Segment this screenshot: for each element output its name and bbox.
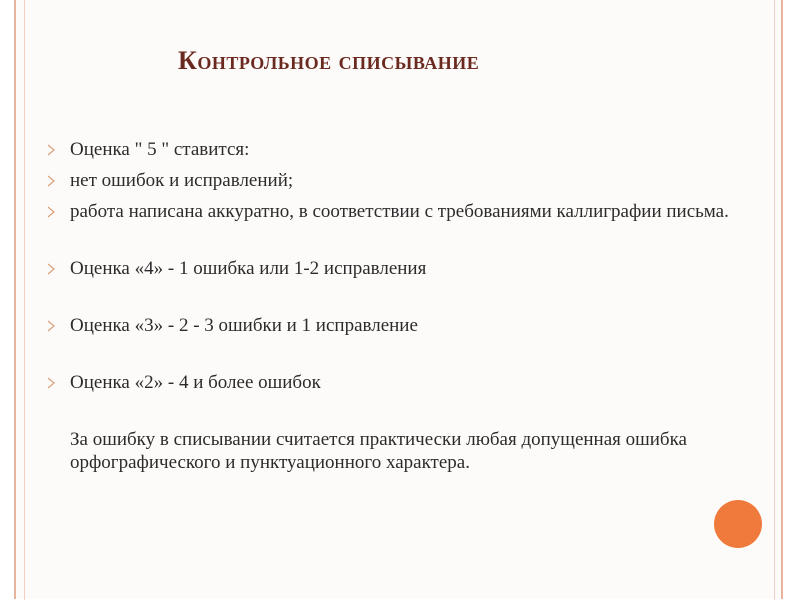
list-item [44,257,734,280]
bullet-icon [46,206,56,218]
slide-title: Контрольное списывание [178,46,480,75]
list-item-text: Оценка " 5 " ставится: [70,139,250,160]
bullet-icon [46,144,56,156]
list-item-text: Оценка «4» - 1 ошибка или 1-2 исправления [70,258,427,279]
list-item [44,138,734,161]
list-item-text: Оценка «3» - 2 - 3 ошибки и 1 исправление [70,315,418,336]
list-item [44,371,734,394]
bullet-icon [46,175,56,187]
list-item [44,169,734,192]
list-item [44,428,734,474]
bullet-icon [46,320,56,332]
list-item-text: За ошибку в списывании считается практически любая допущенная ошибка орфографического и пунктуационного характера. [70,429,687,473]
accent-circle [714,500,762,548]
content-list [44,138,734,474]
list-item-text: Оценка «2» - 4 и более ошибок [70,372,321,393]
list-item [44,314,734,337]
bullet-icon [46,377,56,389]
list-item-text: работа написана аккуратно, в соответствии с требованиями каллиграфии письма. [70,201,729,222]
list-item-text: нет ошибок и исправлений; [70,170,294,191]
bullet-icon [46,263,56,275]
list-item [44,200,734,223]
